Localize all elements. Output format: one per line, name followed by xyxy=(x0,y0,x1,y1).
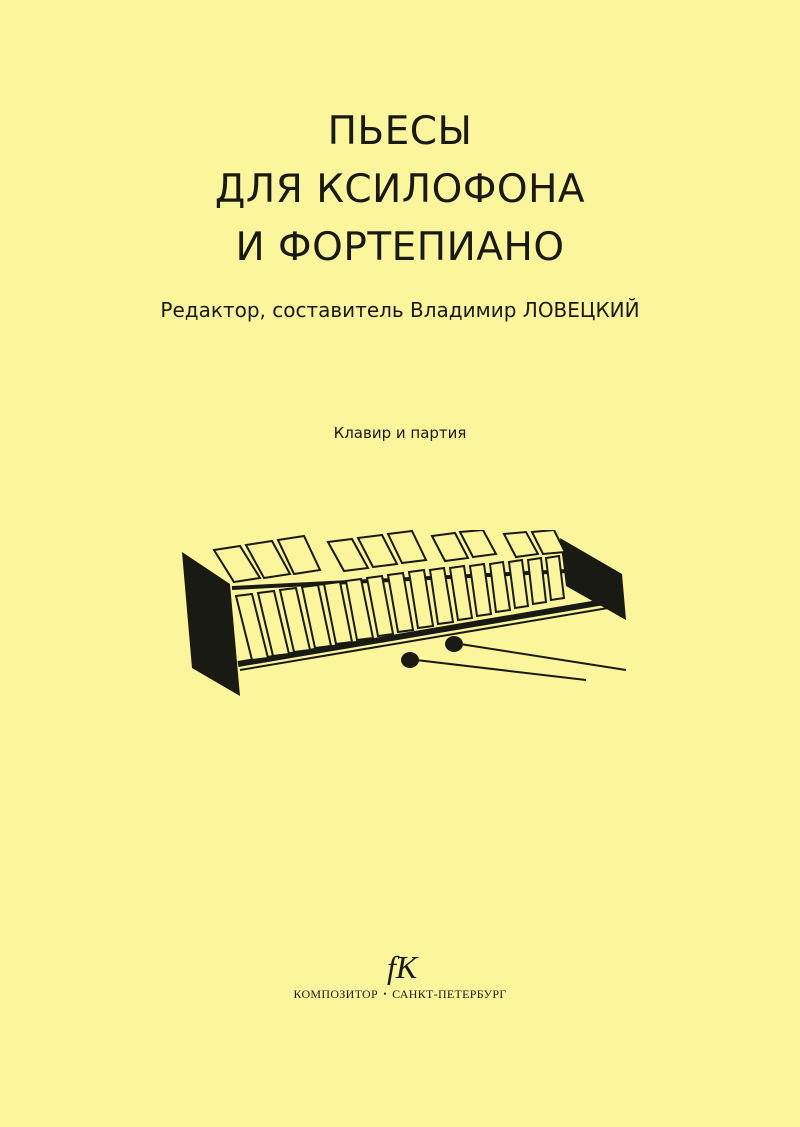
editor-credit: Редактор, составитель Владимир ЛОВЕЦКИЙ xyxy=(160,298,640,322)
logo-letters: fK xyxy=(387,949,418,985)
publisher-name xyxy=(0,986,800,1002)
title-line-3: И ФОРТЕПИАНО xyxy=(235,225,565,270)
subtitle: Клавир и партия xyxy=(333,424,467,442)
publisher-separator: • xyxy=(383,989,387,999)
title-line-1: ПЬЕСЫ xyxy=(327,109,473,154)
xylophone-illustration xyxy=(178,530,638,710)
title-line-2: ДЛЯ КСИЛОФОНА xyxy=(214,167,586,212)
publisher-logo xyxy=(383,944,423,988)
publisher-city: САНКТ-ПЕТЕРБУРГ xyxy=(392,987,507,1001)
mallets xyxy=(401,636,626,680)
page-title xyxy=(0,103,800,277)
publisher-company: КОМПОЗИТОР xyxy=(293,987,378,1001)
